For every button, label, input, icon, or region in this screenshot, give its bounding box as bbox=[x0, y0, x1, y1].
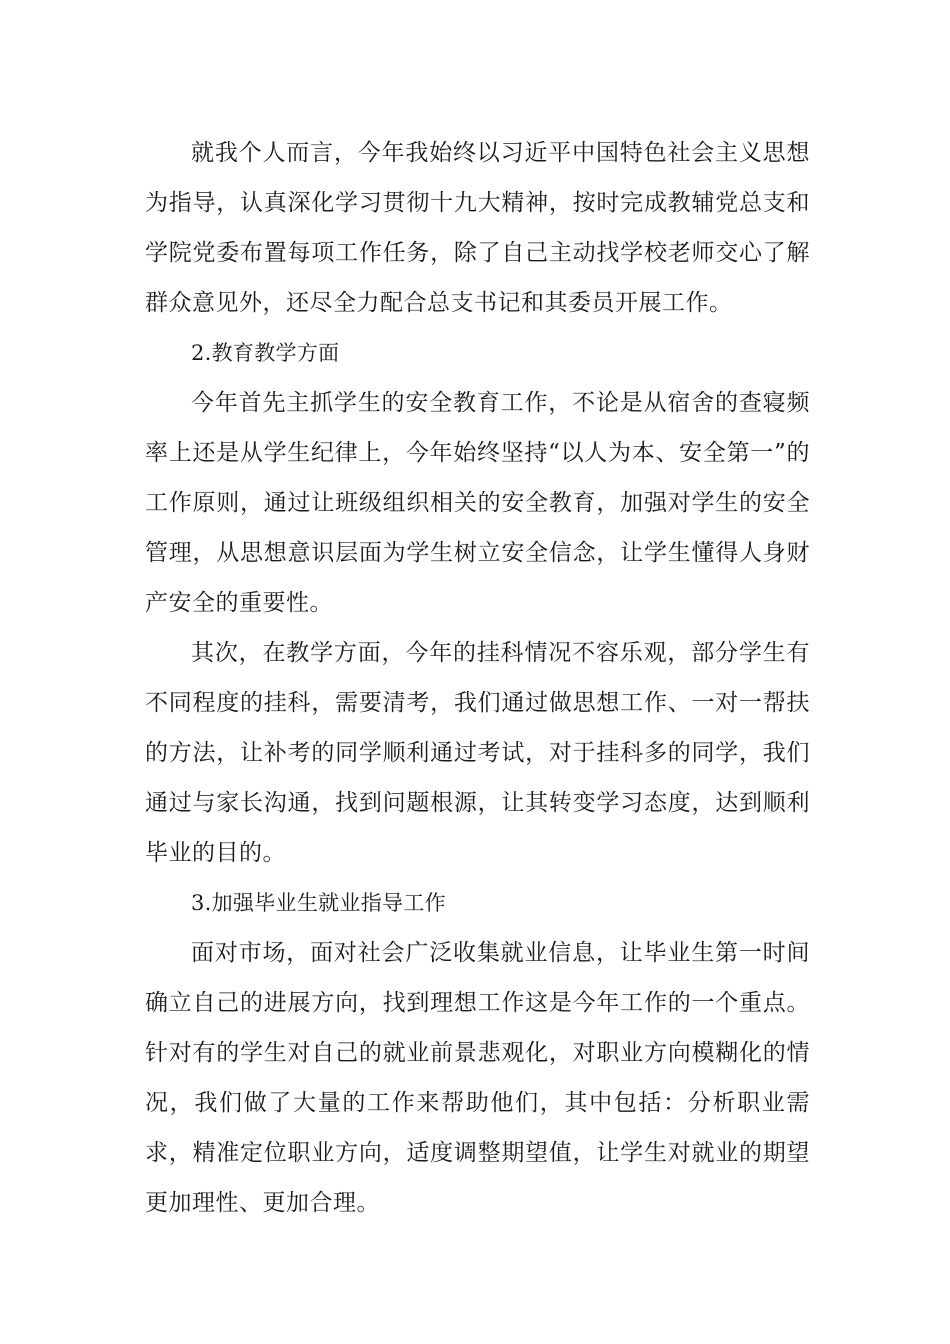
paragraph-employment-guidance: 面对市场，面对社会广泛收集就业信息，让毕业生第一时间确立自己的进展方向，找到理想工作这是今年工作的一个重点。针对有的学生对自己的就业前景悲观化，对职业方向模糊化的情况，我们做了大量的工作来帮助他们，其中包括：分析职业需求，精准定位职业方向，适度调整期望值，让学生对就业的期望更加理性、更加合理。 bbox=[145, 940, 810, 1216]
paragraph-teaching-situation: 其次，在教学方面，今年的挂科情况不容乐观，部分学生有不同程度的挂科，需要清考，我们通过做思想工作、一对一帮扶的方法，让补考的同学顺利通过考试，对于挂科多的同学，我们通过与家长沟通，找到问题根源，让其转变学习态度，达到顺利毕业的目的。 bbox=[145, 640, 810, 866]
section-heading-education: 2.教育教学方面 bbox=[191, 341, 340, 365]
paragraph-safety-education: 今年首先主抓学生的安全教育工作，不论是从宿舍的查寝频率上还是从学生纪律上，今年始终坚持“以人为本、安全第一”的工作原则，通过让班级组织相关的安全教育，加强对学生的安全管理，从思想意识层面为学生树立安全信念，让学生懂得人身财产安全的重要性。 bbox=[145, 390, 810, 616]
paragraph-personal-work: 就我个人而言，今年我始终以习近平中国特色社会主义思想为指导，认真深化学习贯彻十九大精神，按时完成教辅党总支和学院党委布置每项工作任务，除了自己主动找学校老师交心了解群众意见外，还尽全力配合总支书记和其委员开展工作。 bbox=[145, 140, 810, 316]
section-heading-employment: 3.加强毕业生就业指导工作 bbox=[191, 891, 446, 915]
